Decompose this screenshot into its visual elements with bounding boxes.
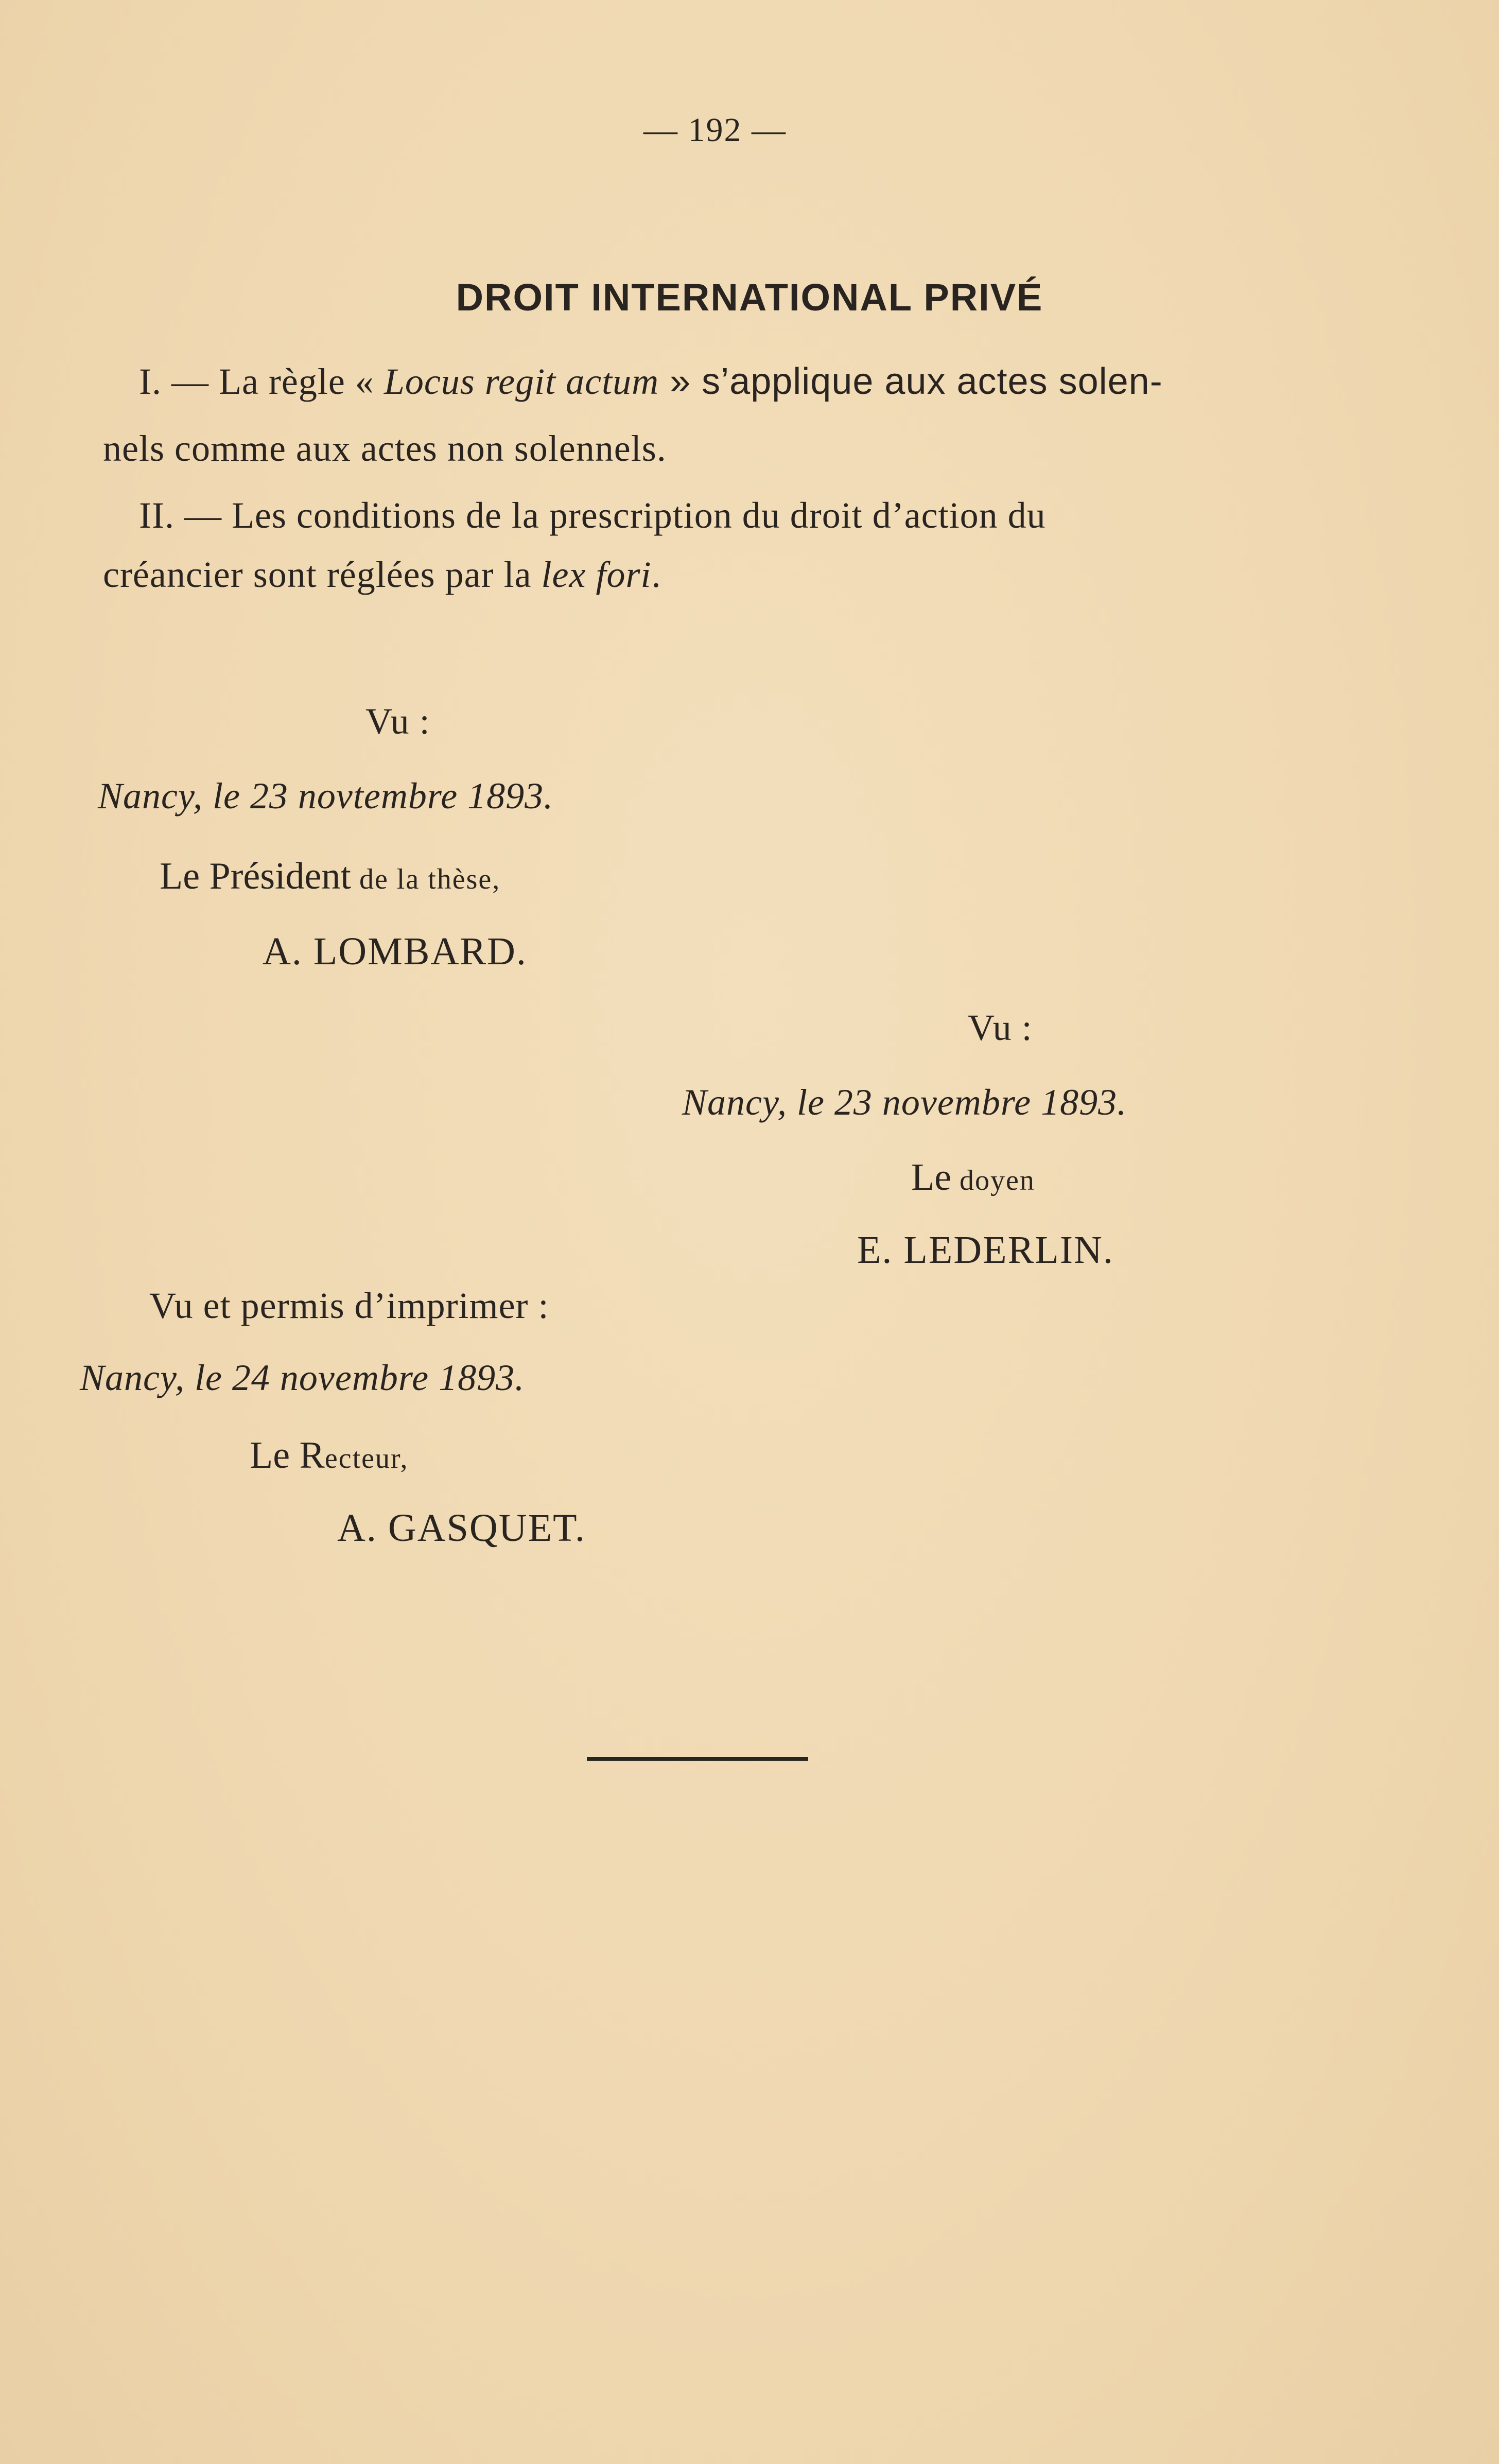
dean-title-le: Le	[911, 1156, 952, 1199]
rector-name: A. GASQUET.	[337, 1506, 586, 1550]
president-title-le: Le	[160, 855, 210, 897]
president-date: Nancy, le 23 novtembre 1893.	[98, 775, 554, 817]
dean-name: E. LEDERLIN.	[857, 1228, 1114, 1272]
page-number: — 192 —	[643, 111, 787, 149]
president-title	[160, 855, 500, 898]
thesis-two-prefix: créancier sont réglées par la	[103, 554, 542, 595]
dean-title-rest: doyen	[951, 1165, 1035, 1196]
dean-vu: Vu :	[968, 1007, 1033, 1048]
dean-title	[911, 1156, 1035, 1200]
president-vu: Vu :	[365, 701, 430, 742]
thesis-two-line1: II. — Les conditions de la prescription du droit d’action du	[139, 495, 1046, 536]
thesis-one-maxim: Locus regit actum	[384, 361, 659, 402]
rector-title	[250, 1434, 408, 1478]
rector-title-le: Le	[250, 1434, 300, 1477]
president-name: A. LOMBARD.	[263, 930, 527, 973]
thesis-one-line1	[139, 360, 1163, 403]
rector-date: Nancy, le 24 novembre 1893.	[80, 1357, 525, 1398]
thesis-two-term: lex fori	[541, 554, 652, 595]
thesis-one-rest: » s’applique aux actes solen-	[659, 361, 1163, 402]
rector-permit: Vu et permis d’imprimer :	[149, 1285, 549, 1326]
president-title-rest: de la thèse,	[351, 863, 501, 895]
president-title-word: Président	[209, 855, 351, 897]
thesis-two-line2	[103, 553, 661, 596]
closing-rule	[587, 1757, 808, 1761]
rector-title-r: R	[299, 1434, 325, 1477]
section-heading: DROIT INTERNATIONAL PRIVÉ	[456, 276, 1043, 319]
rector-title-rest: ecteur,	[324, 1443, 409, 1474]
thesis-two-suffix: .	[651, 554, 661, 595]
thesis-one-line2: nels comme aux actes non solennels.	[103, 428, 667, 469]
thesis-one-prefix: I. — La règle «	[139, 361, 384, 402]
dean-date: Nancy, le 23 novembre 1893.	[682, 1082, 1127, 1123]
